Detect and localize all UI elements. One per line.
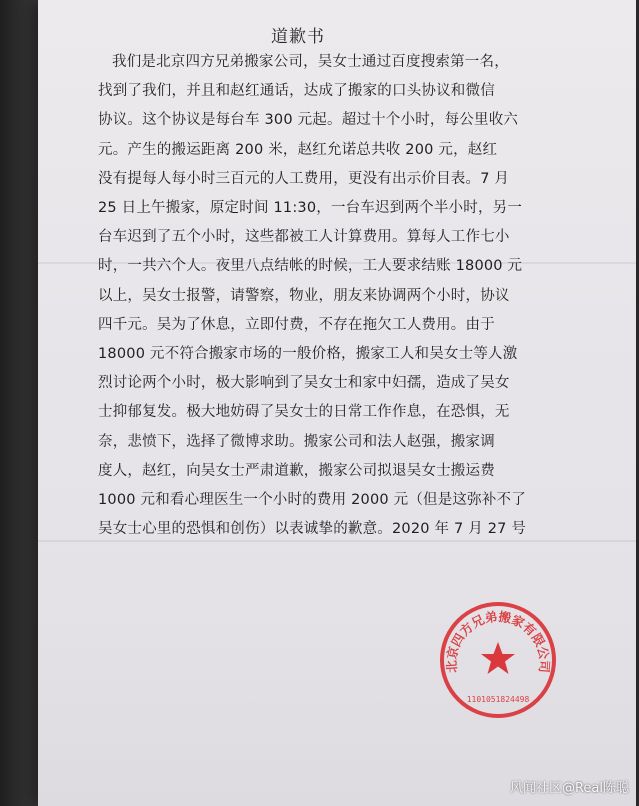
seal-company-name: 北京四方兄弟搬家有限公司	[443, 608, 553, 674]
company-seal-stamp	[436, 598, 560, 722]
letter-title: 道歉书	[271, 27, 325, 47]
letter-line: 元。产生的搬运距离 200 米，赵红允诺总共收 200 元，赵红	[98, 141, 498, 158]
letter-line: 我们是北京四方兄弟搬家公司，吴女士通过百度搜索第一名，	[112, 54, 509, 70]
letter-line: 18000 元不符合搬家市场的一般价格，搬家工人和吴女士等人激	[98, 346, 518, 363]
seal-number: 1101051824498	[466, 695, 530, 704]
letter-line: 度人，赵红，向吴女士严肃道歉，搬家公司拟退吴女士搬运费	[98, 462, 495, 479]
letter-line: 士抑郁复发。极大地妨碍了吴女士的日常工作作息，在恐惧，无	[98, 404, 510, 421]
letter-line: 四千元。吴为了休息，立即付费，不存在拖欠工人费用。由于	[98, 316, 495, 333]
letter-body	[98, 48, 602, 544]
letter-line: 台车迟到了五个小时，这些都被工人计算费用。算每人工作七小	[98, 229, 510, 246]
apology-letter-paper	[38, 0, 636, 806]
source-watermark: 风闻社区@Real陈聪	[509, 781, 629, 796]
letter-line: 烈讨论两个小时，极大影响到了吴女士和家中妇孺，造成了吴女	[98, 375, 510, 392]
letter-line: 吴女士心里的恐惧和创伤）以表诚挚的歉意。2020 年 7 月 27 号	[98, 521, 527, 538]
letter-line: 时，一共六个人。夜里八点结帐的时候，工人要求结账 18000 元	[98, 258, 523, 275]
letter-line: 以上，吴女士报警，请警察，物业，朋友来协调两个小时，协议	[98, 287, 510, 304]
letter-line: 25 日上午搬家，原定时间 11:30，一台车迟到两个半小时，另一	[98, 200, 523, 217]
seal-star-icon	[481, 642, 515, 674]
letter-line: 找到了我们，并且和赵红通话，达成了搬家的口头协议和微信	[98, 83, 495, 100]
letter-line: 没有提每人每小时三百元的人工费用，更没有出示价目表。7 月	[98, 170, 510, 187]
letter-line: 1000 元和看心理医生一个小时的费用 2000 元（但是这弥补不了	[98, 492, 526, 509]
letter-line: 奈，悲愤下，选择了微博求助。搬家公司和法人赵强，搬家调	[98, 433, 495, 450]
letter-line: 协议。这个协议是每台车 300 元起。超过十个小时，每公里收六	[98, 112, 519, 129]
